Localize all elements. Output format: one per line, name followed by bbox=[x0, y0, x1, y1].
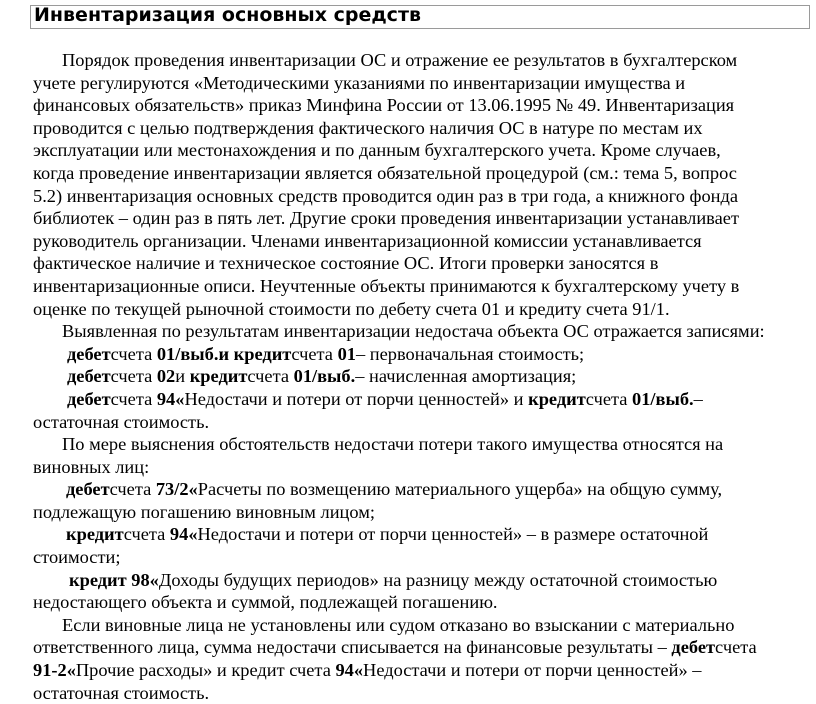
text-line: виновных лиц: bbox=[33, 456, 150, 477]
entry-line bbox=[33, 569, 815, 592]
text-line bbox=[33, 636, 815, 659]
entry-account: 01/выб. bbox=[293, 366, 356, 387]
text-line: 5.2) инвентаризация основных средств проводится один раз в три года, а книжного фонда bbox=[33, 185, 739, 206]
text-line: подлежащую погашению виновным лицом; bbox=[33, 501, 375, 522]
text-line: фактическое наличие и техническое состояние ОС. Итоги проверки заносятся в bbox=[33, 253, 659, 274]
page-title: Инвентаризация основных средств bbox=[34, 4, 421, 26]
entry-term: кредит 98« bbox=[69, 569, 159, 590]
entry-text: Недостачи и потери от порчи ценностей» – bbox=[363, 660, 702, 681]
entry-text: счета bbox=[110, 343, 157, 364]
text-line: Порядок проведения инвентаризации ОС и отражение ее результатов в бухгалтерском bbox=[62, 50, 738, 70]
entry-text: и bbox=[175, 366, 190, 387]
text-line: стоимости; bbox=[33, 547, 121, 568]
entry-term: дебет bbox=[67, 366, 111, 387]
entry-text: – начисленная амортизация; bbox=[355, 366, 577, 387]
text-line: остаточная стоимость. bbox=[33, 682, 210, 703]
entry-account: 94« bbox=[156, 388, 185, 409]
entry-text: счета bbox=[291, 343, 338, 364]
entry-text: счета bbox=[585, 388, 633, 409]
entry-line bbox=[33, 388, 815, 411]
entry-text: счета bbox=[110, 388, 157, 409]
text-line: недостающего объекта и суммой, подлежащей погашению. bbox=[33, 592, 498, 613]
entry-account: 94« bbox=[169, 524, 198, 545]
entry-line bbox=[33, 365, 815, 388]
entry-text: счета bbox=[123, 524, 170, 545]
text-line: библиотек – один раз в пять лет. Другие сроки проведения инвентаризации устанавливает bbox=[33, 208, 739, 229]
entry-text: Расчеты по возмещению материального ущерба» на общую сумму, bbox=[197, 479, 723, 500]
text-line: инвентаризационные описи. Неучтенные объекты принимаются к бухгалтерскому учету в bbox=[33, 275, 740, 296]
entry-term: кредит bbox=[528, 388, 586, 409]
entry-term: дебет bbox=[66, 479, 110, 500]
text-line: По мере выяснения обстоятельств недостачи потери такого имущества относятся на bbox=[62, 434, 724, 455]
entry-text: счета bbox=[109, 479, 156, 500]
entry-term: кредит bbox=[66, 524, 124, 545]
entry-text: ответственного лица, сумма недостачи списывается на финансовые результаты – bbox=[33, 637, 672, 658]
text-line: оценке по текущей рыночной стоимости по дебету счета 01 и кредиту счета 91/1. bbox=[33, 298, 670, 319]
entry-text: счета bbox=[247, 366, 294, 387]
entry-text: счета bbox=[110, 366, 157, 387]
text-line: эксплуатации или местонахождения и по данным бухгалтерского учета. Кроме случаев, bbox=[33, 140, 721, 161]
entry-line bbox=[33, 343, 815, 366]
text-line: когда проведение инвентаризации является обязательной процедурой (см.: тема 5, вопрос bbox=[33, 162, 737, 183]
document-body bbox=[33, 49, 815, 704]
entry-account: 94« bbox=[335, 660, 364, 681]
text-line: Выявленная по результатам инвентаризации недостача объекта ОС отражается записями: bbox=[62, 321, 765, 342]
entry-account: 01/выб. bbox=[156, 343, 219, 364]
entry-text: Прочие расходы» и кредит счета bbox=[75, 660, 336, 681]
text-line: остаточная стоимость. bbox=[33, 411, 210, 432]
text-line: проводится с целью подтверждения фактического наличия ОС в натуре по местам их bbox=[33, 117, 703, 138]
entry-text: – bbox=[693, 388, 703, 409]
text-line: финансовых обязательств» приказ Минфина России от 13.06.1995 № 49. Инвентаризация bbox=[33, 95, 735, 116]
entry-text: и bbox=[218, 343, 234, 364]
entry-account: 73/2« bbox=[155, 479, 198, 500]
entry-text: Доходы будущих периодов» на разницу между остаточной стоимостью bbox=[158, 569, 718, 590]
entry-text: Недостачи и потери от порчи ценностей» – в размере остаточной bbox=[197, 524, 709, 545]
entry-account: 02 bbox=[156, 366, 176, 387]
entry-term: дебет bbox=[67, 388, 111, 409]
text-line: Если виновные лица не установлены или судом отказано во взыскании с материально bbox=[62, 614, 735, 635]
text-line: учете регулируются «Методическими указаниями по инвентаризации имущества и bbox=[33, 72, 686, 93]
entry-text: счета bbox=[715, 637, 757, 658]
entry-line bbox=[33, 523, 815, 546]
text-line: руководитель организации. Членами инвентаризационной комиссии устанавливается bbox=[33, 230, 702, 251]
entry-account: 91-2« bbox=[33, 660, 76, 681]
entry-term: кредит bbox=[233, 343, 292, 364]
entry-line bbox=[33, 478, 815, 501]
entry-term: кредит bbox=[189, 366, 248, 387]
title-bar bbox=[30, 5, 810, 29]
entry-text: – первоначальная стоимость; bbox=[355, 343, 585, 364]
entry-account: 01 bbox=[337, 343, 356, 364]
entry-term: дебет bbox=[67, 343, 111, 364]
text-line bbox=[33, 659, 815, 682]
entry-text: Недостачи и потери от порчи ценностей» и bbox=[184, 388, 529, 409]
entry-term: дебет bbox=[671, 637, 716, 658]
entry-account: 01/выб. bbox=[632, 388, 694, 409]
